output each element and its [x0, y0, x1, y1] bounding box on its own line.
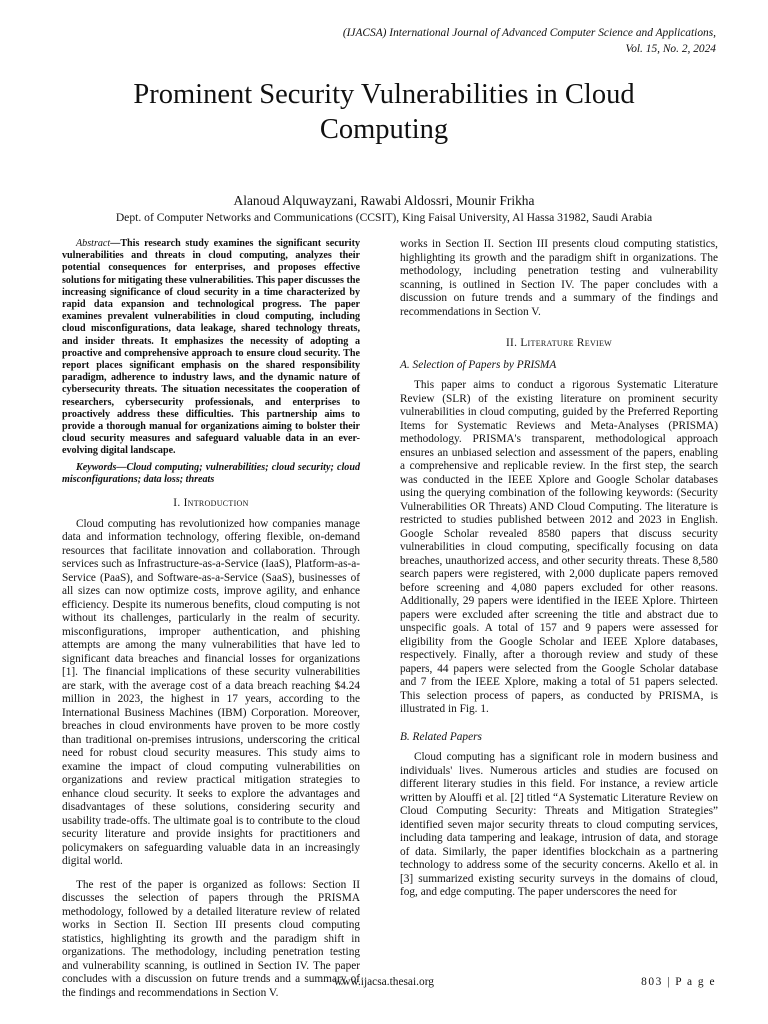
- prisma-paragraph: This paper aims to conduct a rigorous Systematic Literature Review (SLR) of the existing literature on prominent security vulnerabilities in cloud computing, guided by the Preferred Reporting Items for Systematic Reviews and Meta-Analyses (PRISMA) methodology. PRISMA's transparent, methodological approach ensures an unbiased selection and assessment of the papers, enabling a comprehensive and replicable review. In the first step, the search was conducted in the IEEE Xplore and Google Scholar databases using the querying combination of the following keywords: (Security Vulnerabilities OR Threats) AND Cloud Computing. The literature is restricted to studies published between 2012 and 2023 in English. Google Scholar revealed 8580 papers that discuss security vulnerabilities in cloud computing, specifically focusing on data breaches, unauthorized access, and other security threats. These 8,580 search papers were registered, with 2,000 duplicate papers removed before screening and 4,080 papers excluded for other reasons. Additionally, 29 papers were identified in the IEEE Xplore. Thirteen papers were excluded after screening the title and abstract due to unspecific goals. A total of 157 and 9 papers were assessed for eligibility from the Google Scholar and IEEE Xplore databases, respectively. Finally, after a thorough review and study of these papers, 44 papers were selected from the Google Scholar database and 7 from the IEEE Xplore, making a total of 51 papers selected. This selection process of papers, as conducted by PRISMA, is illustrated in Fig. 1.: [400, 379, 718, 715]
- related-papers-paragraph: Cloud computing has a significant role in modern business and individuals' lives. Numerous articles and studies are focused on different literary studies in this field. For instance, a review article written by Alouffi et al. [2] titled “A Systematic Literature Review on Cloud Computing Security: Threats and Mitigation Strategies” identified seven major security threats to cloud computing services, including data tampering and leakage, intrusion of data, and storage of data. Similarly, the paper identifies blockchain as a partnering technology to address some of the security concerns. Akello et al. in [3] summarized existing security surveys in the domains of cloud, fog, and edge computing. The paper underscores the need for: [400, 751, 718, 898]
- keywords: [62, 462, 360, 486]
- journal-volume: Vol. 15, No. 2, 2024: [625, 42, 716, 55]
- title-line-2: Computing: [319, 114, 449, 145]
- footer-page-number: 803 | P a g e: [641, 976, 716, 988]
- subsection-heading-prisma: A. Selection of Papers by PRISMA: [400, 358, 557, 371]
- left-column: [62, 238, 360, 999]
- footer-url: www.ijacsa.thesai.org: [334, 976, 434, 988]
- abstract-text: —This research study examines the significant security vulnerabilities and threats in cloud computing, analyzes their potential consequences for enterprises, and proposes effective solutions for mitigating these vulnerabilities. This paper discusses the increasing significance of cloud security in a time characterized by rapid data expansion and technological progress. The paper examines prevalent vulnerabilities in cloud computing, including cloud misconfigurations, data leakage, shared technology threats, and insider threats. It emphasizes the necessity of adopting a proactive and comprehensive approach to ensure cloud security. The report places significant emphasis on the shared responsibility paradigm, adherence to industry laws, and the dynamic nature of cybersecurity threats. The situation necessitates the cooperation of researchers, cybersecurity professionals, and enterprises to proactively address these difficulties. This partnership aims to provide a thorough manual for organizations aiming to bolster their cloud security measures and safeguard valuable data in an ever-evolving digital landscape.: [62, 238, 360, 457]
- intro-paragraph-1: Cloud computing has revolutionized how companies manage data and information technology, offering flexible, on-demand resources that facilitate innovation and collaboration. Through services such as Infrastructure-as-a-Service (IaaS), Platform-as-a-Service (PaaS), and Software-as-a-Service (SaaS), businesses of all sizes can now optimize costs, improve agility, and enhance efficiency. Despite its numerous benefits, cloud computing is not without its challenges, particularly in the realm of security. misconfigurations, improper authentication, and phishing attempts are among the many vulnerabilities that have led to significant data breaches and financial losses for organizations [1]. The financial implications of these security vulnerabilities are stark, with the average cost of a data breach reaching $4.24 million in 2023, the highest in 17 years, according to the International Business Machines (IBM) Corporation. Moreover, breaches in cloud environments have proven to be more costly than traditional on-premises intrusions, underscoring the critical need for robust cloud security measures. This study aims to examine the impact of cloud computing vulnerabilities on organizations and review practical mitigation strategies to enhance cloud security. It seeks to explore the advantages and disadvantages of these solutions, considering security and usability trade-offs. The ultimate goal is to contribute to the cloud security literature and provide insights for practitioners and policymakers on safeguarding valuable data in an increasingly digital world.: [62, 517, 360, 868]
- keywords-text: —Cloud computing; vulnerabilities; cloud security; cloud misconfigurations; data loss; threats: [62, 461, 360, 485]
- abstract: [62, 238, 360, 458]
- subsection-heading-related-papers: B. Related Papers: [400, 730, 482, 743]
- authors: Alanoud Alquwayzani, Rawabi Aldossri, Mounir Frikha: [233, 193, 535, 208]
- keywords-lead: Keywords: [76, 461, 117, 473]
- paper-title: [60, 77, 708, 147]
- section-heading-introduction: I. Introduction: [173, 497, 249, 510]
- intro-paragraph-2: The rest of the paper is organized as follows: Section II discusses the selection of papers through the PRISMA methodology, followed by a detailed literature review of related works in Section II. Section III presents cloud computing statistics, highlighting its growth and the paradigm shift in organizations. The methodology, including penetration testing and vulnerability scanning, is outlined in Section IV. The paper concludes with a discussion on future trends and a summary of the findings and recommendations in Section V.: [62, 878, 360, 999]
- right-column: [400, 238, 718, 900]
- affiliation: Dept. of Computer Networks and Communications (CCSIT), King Faisal University, Al Hassa 31982, Saudi Arabia: [115, 211, 653, 224]
- abstract-lead: Abstract: [76, 238, 111, 249]
- section-heading-literature-review: II. Literature Review: [505, 337, 613, 349]
- journal-name: (IJACSA) International Journal of Advanced Computer Science and Applications,: [342, 27, 716, 39]
- journal-header: [343, 26, 716, 57]
- intro-paragraph-2-continued: works in Section II. Section III presents cloud computing statistics, highlighting its growth and the paradigm shift in organizations. The methodology, including penetration testing and vulnerability scanning, is outlined in Section IV. The paper concludes with a discussion on future trends and a summary of the findings and recommendations in Section V.: [400, 238, 718, 318]
- title-line-1: Prominent Security Vulnerabilities in Cloud: [133, 79, 635, 110]
